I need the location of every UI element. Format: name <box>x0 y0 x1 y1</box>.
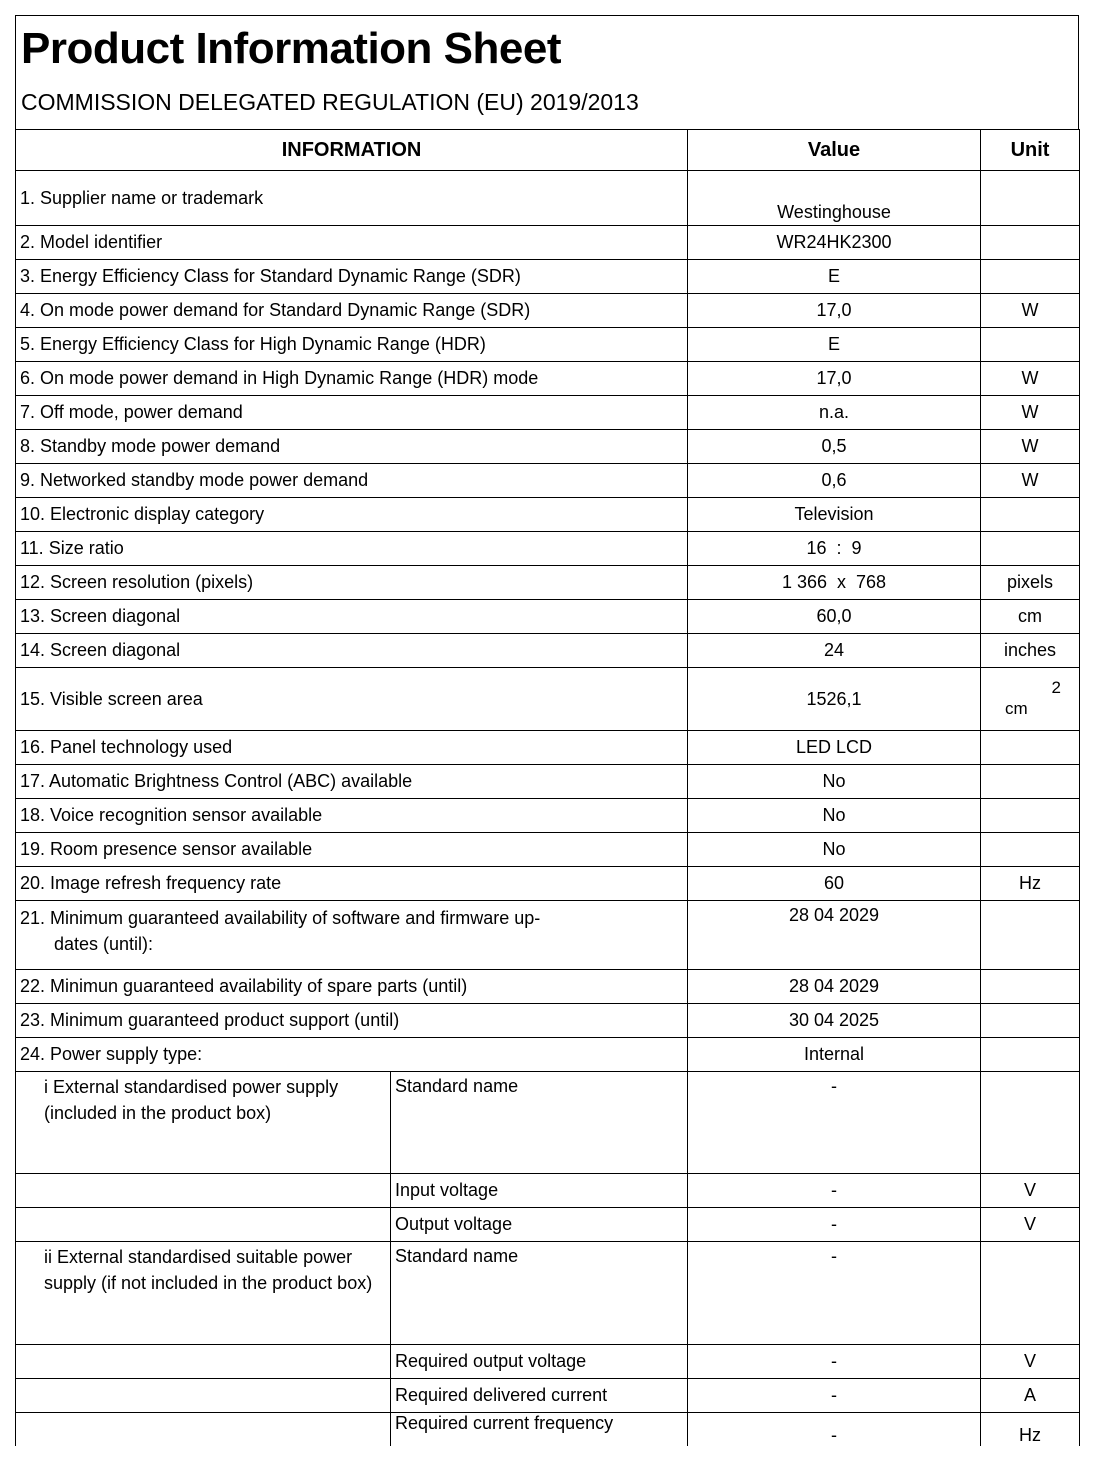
table-row <box>16 294 1080 328</box>
table-row <box>16 171 1080 226</box>
row-label: 9. Networked standby mode power demand <box>16 464 688 498</box>
table-row <box>16 464 1080 498</box>
row-unit <box>981 260 1080 294</box>
row-unit: Hz <box>981 867 1080 901</box>
page-title: Product Information Sheet <box>21 24 561 73</box>
table-row <box>16 765 1080 799</box>
row-unit-area <box>981 668 1080 731</box>
psu-ext-row <box>16 1072 1080 1174</box>
row-value: WR24HK2300 <box>688 226 981 260</box>
row-label: 11. Size ratio <box>16 532 688 566</box>
psu-suitable-voltage-value: - <box>688 1345 981 1379</box>
table-row <box>16 668 1080 731</box>
sheet-header <box>15 15 1079 129</box>
psu-suitable-standard-unit <box>981 1242 1080 1345</box>
row-unit: W <box>981 294 1080 328</box>
psu-ext-input-value: - <box>688 1174 981 1208</box>
row-value: Television <box>688 498 981 532</box>
row-unit <box>981 498 1080 532</box>
row-unit <box>981 799 1080 833</box>
psu-suitable-current-unit: A <box>981 1379 1080 1413</box>
row-label: 22. Minimun guaranteed availability of spare parts (until) <box>16 970 688 1004</box>
psu-suitable-row <box>16 1242 1080 1345</box>
table-row <box>16 498 1080 532</box>
psu-ext-output-label: Output voltage <box>391 1208 688 1242</box>
blank-cell <box>16 1345 391 1379</box>
row-unit <box>981 731 1080 765</box>
row-value: 60,0 <box>688 600 981 634</box>
row-label-multiline <box>16 901 688 970</box>
row-unit: cm <box>981 600 1080 634</box>
table-row <box>16 328 1080 362</box>
row-value: 16 : 9 <box>688 532 981 566</box>
table-row <box>16 833 1080 867</box>
row-label: 24. Power supply type: <box>16 1038 688 1072</box>
row-unit <box>981 901 1080 970</box>
row-label: 14. Screen diagonal <box>16 634 688 668</box>
row-label: 21. Minimum guaranteed availability of software and firmware up- <box>20 908 541 928</box>
table-row <box>16 901 1080 970</box>
row-unit <box>981 532 1080 566</box>
column-header-information: INFORMATION <box>16 130 688 171</box>
row-value: E <box>688 328 981 362</box>
row-unit <box>981 171 1080 226</box>
row-label: 3. Energy Efficiency Class for Standard Dynamic Range (SDR) <box>16 260 688 294</box>
row-value: LED LCD <box>688 731 981 765</box>
row-value: Internal <box>688 1038 981 1072</box>
table-row <box>16 226 1080 260</box>
table-row <box>16 1038 1080 1072</box>
row-label: 12. Screen resolution (pixels) <box>16 566 688 600</box>
row-value: 28 04 2029 <box>688 901 981 970</box>
row-label: 23. Minimum guaranteed product support (until) <box>16 1004 688 1038</box>
table-row <box>16 731 1080 765</box>
row-value: 24 <box>688 634 981 668</box>
row-unit <box>981 328 1080 362</box>
row-label: 8. Standby mode power demand <box>16 430 688 464</box>
psu-suitable-frequency-value: - <box>688 1413 981 1446</box>
product-information-sheet <box>15 15 1079 1446</box>
row-label: 17. Automatic Brightness Control (ABC) available <box>16 765 688 799</box>
psu-ext-input-label: Input voltage <box>391 1174 688 1208</box>
row-value: 17,0 <box>688 294 981 328</box>
table-row <box>16 532 1080 566</box>
row-label: 6. On mode power demand in High Dynamic Range (HDR) mode <box>16 362 688 396</box>
info-table <box>15 129 1080 1446</box>
row-value: 28 04 2029 <box>688 970 981 1004</box>
row-label-continued: dates (until): <box>54 934 154 954</box>
row-label: 1. Supplier name or trademark <box>16 171 688 226</box>
psu-suitable-frequency-label: Required current frequency <box>391 1413 688 1446</box>
psu-suitable-current-value: - <box>688 1379 981 1413</box>
row-value: Westinghouse <box>688 171 981 226</box>
row-value: 60 <box>688 867 981 901</box>
table-row <box>16 867 1080 901</box>
unit-superscript: 2 <box>1051 678 1062 697</box>
row-value: 17,0 <box>688 362 981 396</box>
table-row <box>16 430 1080 464</box>
row-value: 30 04 2025 <box>688 1004 981 1038</box>
blank-cell <box>16 1379 391 1413</box>
table-row <box>16 260 1080 294</box>
row-unit: inches <box>981 634 1080 668</box>
row-label: 16. Panel technology used <box>16 731 688 765</box>
table-row <box>16 799 1080 833</box>
table-row <box>16 1345 1080 1379</box>
row-label: 2. Model identifier <box>16 226 688 260</box>
table-row <box>16 396 1080 430</box>
psu-suitable-frequency-unit: Hz <box>981 1413 1080 1446</box>
psu-ext-output-value: - <box>688 1208 981 1242</box>
table-row <box>16 600 1080 634</box>
row-label: 7. Off mode, power demand <box>16 396 688 430</box>
table-row <box>16 970 1080 1004</box>
row-label: 10. Electronic display category <box>16 498 688 532</box>
row-unit <box>981 970 1080 1004</box>
row-label: 19. Room presence sensor available <box>16 833 688 867</box>
table-row <box>16 1208 1080 1242</box>
blank-cell <box>16 1174 391 1208</box>
psu-ext-label: i External standardised power supply (included in the product box) <box>16 1072 391 1174</box>
table-row <box>16 1174 1080 1208</box>
row-label: 18. Voice recognition sensor available <box>16 799 688 833</box>
blank-cell <box>16 1413 391 1446</box>
psu-ext-output-unit: V <box>981 1208 1080 1242</box>
table-row <box>16 1413 1080 1446</box>
column-header-value: Value <box>688 130 981 171</box>
row-unit <box>981 1038 1080 1072</box>
row-unit <box>981 226 1080 260</box>
psu-suitable-voltage-unit: V <box>981 1345 1080 1379</box>
psu-suitable-standard-label: Standard name <box>391 1242 688 1345</box>
psu-suitable-standard-value: - <box>688 1242 981 1345</box>
row-unit <box>981 833 1080 867</box>
table-row <box>16 1379 1080 1413</box>
column-header-unit: Unit <box>981 130 1080 171</box>
psu-ext-input-unit: V <box>981 1174 1080 1208</box>
table-row <box>16 634 1080 668</box>
row-value: 1 366 x 768 <box>688 566 981 600</box>
row-label: 13. Screen diagonal <box>16 600 688 634</box>
row-unit: W <box>981 396 1080 430</box>
row-label: 5. Energy Efficiency Class for High Dynamic Range (HDR) <box>16 328 688 362</box>
psu-ext-standard-value: - <box>688 1072 981 1174</box>
regulation-subtitle: COMMISSION DELEGATED REGULATION (EU) 2019/2013 <box>21 89 639 115</box>
psu-suitable-label: ii External standardised suitable power supply (if not included in the product box) <box>16 1242 391 1345</box>
row-value: No <box>688 765 981 799</box>
blank-cell <box>16 1208 391 1242</box>
psu-suitable-current-label: Required delivered current <box>391 1379 688 1413</box>
psu-ext-standard-label: Standard name <box>391 1072 688 1174</box>
row-value: No <box>688 833 981 867</box>
row-unit <box>981 1004 1080 1038</box>
row-value: No <box>688 799 981 833</box>
row-value: 0,5 <box>688 430 981 464</box>
row-unit: W <box>981 464 1080 498</box>
table-row <box>16 566 1080 600</box>
psu-suitable-voltage-label: Required output voltage <box>391 1345 688 1379</box>
row-label: 15. Visible screen area <box>16 668 688 731</box>
table-row <box>16 362 1080 396</box>
row-unit: W <box>981 430 1080 464</box>
row-value: 1526,1 <box>688 668 981 731</box>
row-value: 0,6 <box>688 464 981 498</box>
unit-base: cm <box>1005 699 1028 718</box>
row-label: 4. On mode power demand for Standard Dynamic Range (SDR) <box>16 294 688 328</box>
row-unit: W <box>981 362 1080 396</box>
row-unit <box>981 765 1080 799</box>
psu-ext-standard-unit <box>981 1072 1080 1174</box>
row-unit: pixels <box>981 566 1080 600</box>
row-value: E <box>688 260 981 294</box>
row-label: 20. Image refresh frequency rate <box>16 867 688 901</box>
table-row <box>16 1004 1080 1038</box>
row-value: n.a. <box>688 396 981 430</box>
